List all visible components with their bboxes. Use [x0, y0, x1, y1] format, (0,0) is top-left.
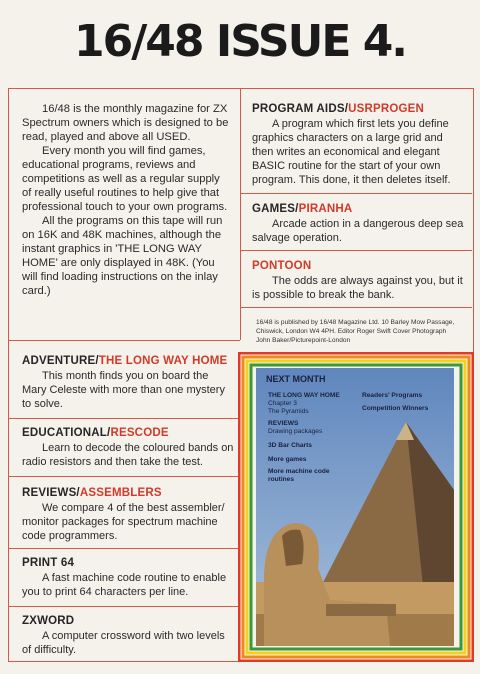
item-line: The Pyramids	[268, 408, 309, 415]
next-month-panel	[256, 368, 454, 508]
divider	[240, 250, 472, 251]
divider	[240, 307, 472, 308]
section-heading-red: RESCODE	[110, 427, 169, 439]
divider	[8, 548, 240, 549]
next-month-item: Readers' Programs	[362, 392, 423, 399]
item-line: Chapter 3	[268, 400, 297, 407]
intro-paragraph: 16/48 is the monthly magazine for ZX Spectrum owners which is designed to be read, played and above all USED.	[22, 103, 229, 143]
section-heading: EDUCATIONAL/	[22, 427, 111, 439]
next-month-item	[268, 468, 330, 484]
reviews-section	[22, 486, 234, 543]
item-title: 3D Bar Charts	[268, 442, 312, 449]
cover-photo	[256, 368, 454, 646]
next-month-item	[268, 420, 322, 436]
divider	[8, 606, 240, 607]
item-title: More games	[268, 456, 307, 463]
publisher-note: 16/48 is published by 16/48 Magazine Ltd. 10 Barley Mow Passage, Chiswick, London W4 4PH. Editor Roger Swift Cover Photograph John Baker/Picturepoint-London	[256, 319, 455, 344]
educational-section	[22, 426, 234, 469]
section-heading-red: PIRANHA	[298, 203, 353, 215]
divider	[8, 340, 240, 341]
section-heading: ZXWORD	[22, 615, 75, 627]
section-heading-red: ASSEMBLERS	[79, 487, 162, 499]
intro-paragraph: All the programs on this tape will run on 16K and 48K machines, although the instant graphics in 'THE LONG WAY HOME' are only displayed in 48K. (You will find loading instructions on the inlay card.)	[22, 215, 223, 297]
adventure-section	[22, 354, 234, 411]
section-text: A computer crossword with two levels of difficulty.	[22, 630, 225, 656]
section-heading-red: THE LONG WAY HOME	[98, 355, 228, 367]
section-text: A program which first lets you define graphics characters on a large grid and then writes an economical and elegant BASIC routine for the start of your own program. This done, it then deletes itself.	[252, 118, 451, 186]
divider	[240, 193, 472, 194]
section-heading: PONTOON	[252, 260, 312, 272]
intro-text	[22, 102, 230, 298]
column-divider	[240, 88, 241, 340]
pontoon-section	[252, 259, 466, 302]
divider	[8, 476, 240, 477]
item-title: REVIEWS	[268, 420, 299, 427]
print64-section	[22, 556, 234, 599]
section-heading: PROGRAM AIDS/	[252, 103, 349, 115]
section-heading: ADVENTURE/	[22, 355, 99, 367]
section-text: Arcade action in a dangerous deep sea salvage operation.	[252, 218, 464, 244]
section-text: We compare 4 of the best assembler/ monitor packages for spectrum machine code programmers.	[22, 502, 225, 542]
section-text: A fast machine code routine to enable you to print 64 characters per line.	[22, 572, 227, 598]
next-month-heading: NEXT MONTH	[266, 374, 326, 384]
item-title: THE LONG WAY HOME	[268, 392, 340, 399]
next-month-item	[268, 392, 340, 416]
divider	[8, 418, 240, 419]
zxword-section	[22, 614, 234, 657]
section-text: The odds are always against you, but it is possible to break the bank.	[252, 275, 463, 301]
next-month-item	[268, 456, 306, 464]
games-section	[252, 202, 466, 245]
item-line: Drawing packages	[268, 428, 323, 435]
section-text: This month finds you on board the Mary Celeste with more than one mystery to solve.	[22, 370, 225, 410]
section-heading: REVIEWS/	[22, 487, 80, 499]
section-heading: PRINT 64	[22, 557, 75, 569]
next-month-item	[268, 442, 312, 450]
section-heading: GAMES/	[252, 203, 299, 215]
program-aids-section	[252, 102, 466, 187]
next-month-item: Competition Winners	[362, 405, 429, 412]
item-title: More machine code	[268, 468, 330, 475]
intro-paragraph: Every month you will find games, educational programs, reviews and competitions as well as a regular supply of really useful routines to help give that professional touch to your own programs.	[22, 145, 228, 213]
item-line: routines	[268, 476, 295, 483]
section-text: Learn to decode the coloured bands on radio resistors and then take the test.	[22, 442, 234, 468]
section-heading-red: USRPROGEN	[348, 103, 425, 115]
page-title: 16/48 ISSUE 4.	[73, 16, 407, 67]
